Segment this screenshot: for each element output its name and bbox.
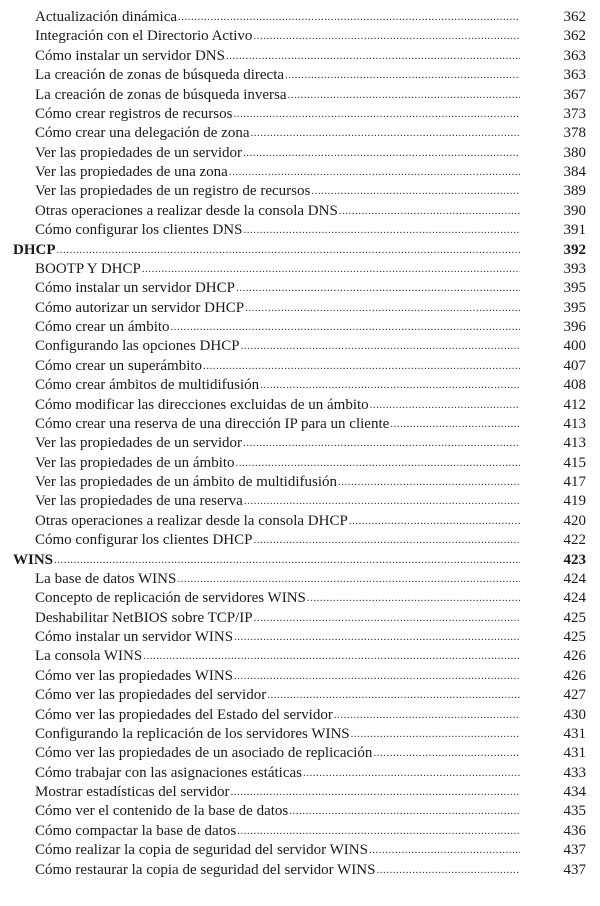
toc-page-number: 419 — [563, 493, 586, 510]
toc-page-number: 395 — [563, 299, 586, 316]
dot-leader — [370, 396, 520, 415]
toc-page-number: 436 — [563, 822, 586, 839]
toc-title-line — [35, 706, 520, 725]
toc-entry-title: Concepto de replicación de servidores WINS — [35, 590, 306, 607]
toc-entry-title: Cómo crear una reserva de una dirección IP para un cliente — [35, 415, 390, 432]
toc-entry — [0, 8, 600, 27]
toc-entry-title: Cómo crear un superámbito — [35, 357, 203, 374]
toc-entry-title: BOOTP Y DHCP — [35, 260, 141, 277]
toc-entry-title: Cómo autorizar un servidor DHCP — [35, 299, 245, 316]
toc-page-number: 363 — [563, 47, 586, 64]
toc-title-line — [35, 783, 520, 802]
toc-page-number: 389 — [563, 183, 586, 200]
dot-leader — [243, 221, 520, 240]
toc-page-number: 431 — [563, 745, 586, 762]
toc-entry-title: Cómo restaurar la copia de seguridad del servidor WINS — [35, 861, 376, 878]
toc-page-number: 426 — [563, 667, 586, 684]
toc-entry-title: Actualización dinámica — [35, 9, 178, 25]
toc-entry-title: Cómo realizar la copia de seguridad del servidor WINS — [35, 842, 368, 859]
toc-entry — [0, 221, 600, 240]
dot-leader — [241, 337, 520, 356]
toc-page-number: 427 — [563, 687, 586, 704]
toc-page-number: 413 — [563, 415, 586, 432]
dot-leader — [243, 144, 520, 163]
toc-page-number: 391 — [563, 222, 586, 239]
toc-title-line — [35, 531, 520, 550]
toc-entry-title: DHCP — [13, 241, 56, 258]
toc-page-number: 363 — [563, 67, 586, 84]
toc-title-line — [35, 454, 520, 473]
toc-entry — [0, 706, 600, 725]
toc-page-number: 420 — [563, 512, 586, 529]
toc-entry — [0, 822, 600, 841]
toc-title-line — [35, 279, 520, 298]
toc-entry-title: La creación de zonas de búsqueda inversa — [35, 86, 287, 103]
toc-entry — [0, 124, 600, 143]
toc-entry-title: Ver las propiedades de un servidor — [35, 144, 243, 161]
dot-leader — [171, 318, 520, 337]
toc-title-line — [35, 221, 520, 240]
toc-entry — [0, 589, 600, 608]
toc-entry — [0, 396, 600, 415]
toc-entry-title: Mostrar estadísticas del servidor — [35, 784, 230, 800]
toc-page-number: 362 — [563, 9, 586, 25]
toc-entry-title: Cómo trabajar con las asignaciones estáticas — [35, 764, 302, 781]
dot-leader — [233, 105, 520, 124]
toc-page-number: 423 — [563, 551, 586, 568]
toc-entry-title: Cómo modificar las direcciones excluidas de un ámbito — [35, 396, 369, 413]
toc-entry-title: Deshabilitar NetBIOS sobre TCP/IP — [35, 609, 253, 626]
dot-leader — [390, 415, 520, 434]
toc-entry — [0, 144, 600, 163]
toc-entry — [0, 337, 600, 356]
dot-leader — [307, 589, 520, 608]
dot-leader — [376, 861, 520, 880]
toc-title-line — [35, 686, 520, 705]
toc-entry-title: Cómo compactar la base de datos — [35, 822, 237, 839]
toc-section-heading — [0, 551, 600, 570]
toc-entry-title: Ver las propiedades de una reserva — [35, 493, 243, 510]
toc-title-line — [35, 802, 520, 821]
toc-entry — [0, 357, 600, 376]
toc-entry-title: Cómo crear un ámbito — [35, 319, 170, 335]
toc-page-number: 412 — [563, 396, 586, 413]
toc-title-line — [13, 551, 520, 570]
toc-entry — [0, 686, 600, 705]
toc-entry-title: Cómo configurar los clientes DNS — [35, 222, 243, 239]
toc-title-line — [35, 861, 520, 880]
toc-page-number: 435 — [563, 803, 586, 820]
dot-leader — [311, 182, 520, 201]
dot-leader — [369, 841, 520, 860]
toc-page-number: 400 — [563, 338, 586, 355]
dot-leader — [177, 570, 520, 589]
dot-leader — [303, 764, 520, 783]
toc-page-number: 437 — [563, 861, 586, 878]
toc-page-number: 378 — [563, 125, 586, 142]
toc-title-line — [35, 647, 520, 666]
toc-entry — [0, 473, 600, 492]
toc-page-number: 390 — [563, 202, 586, 219]
toc-entry — [0, 27, 600, 46]
toc-title-line — [13, 241, 520, 260]
toc-entry-title: Ver las propiedades de una zona — [35, 164, 228, 180]
toc-page-number: 396 — [563, 319, 586, 335]
dot-leader — [373, 744, 520, 763]
toc-page-number: 380 — [563, 144, 586, 161]
toc-entry-title: Otras operaciones a realizar desde la consola DHCP — [35, 512, 348, 529]
toc-entry — [0, 260, 600, 279]
toc-title-line — [35, 434, 520, 453]
toc-title-line — [35, 260, 520, 279]
toc-title-line — [35, 744, 520, 763]
toc-page-number: 413 — [563, 435, 586, 452]
toc-entry — [0, 764, 600, 783]
toc-entry — [0, 783, 600, 802]
toc-entry-title: Integración con el Directorio Activo — [35, 28, 253, 45]
toc-page-number: 373 — [563, 105, 586, 122]
toc-entry — [0, 279, 600, 298]
toc-title-line — [35, 473, 520, 492]
toc-entry — [0, 376, 600, 395]
dot-leader — [267, 686, 520, 705]
toc-entry — [0, 570, 600, 589]
dot-leader — [234, 628, 520, 647]
toc-entry — [0, 609, 600, 628]
dot-leader — [243, 434, 520, 453]
toc-title-line — [35, 725, 520, 744]
toc-page-number: 430 — [563, 706, 586, 723]
dot-leader — [203, 357, 520, 376]
toc-title-line — [35, 357, 520, 376]
toc-title-line — [35, 182, 520, 201]
toc-entry-title: Cómo ver el contenido de la base de datos — [35, 803, 289, 820]
dot-leader — [289, 802, 520, 821]
toc-page-number: 415 — [563, 454, 586, 471]
toc-entry-title: WINS — [13, 551, 54, 568]
toc-title-line — [35, 376, 520, 395]
dot-leader — [54, 551, 520, 570]
toc-title-line — [35, 628, 520, 647]
toc-title-line — [35, 841, 520, 860]
dot-leader — [178, 8, 520, 27]
toc-page-number: 407 — [563, 357, 586, 374]
dot-leader — [285, 66, 520, 85]
toc-entry — [0, 86, 600, 105]
toc-entry — [0, 66, 600, 85]
toc-entry — [0, 318, 600, 337]
toc-title-line — [35, 202, 520, 221]
dot-leader — [260, 376, 520, 395]
dot-leader — [254, 609, 520, 628]
dot-leader — [250, 124, 520, 143]
toc-page-number: 395 — [563, 280, 586, 297]
toc-title-line — [35, 299, 520, 318]
dot-leader — [57, 241, 521, 260]
dot-leader — [226, 47, 520, 66]
toc-entry-title: Cómo crear registros de recursos — [35, 105, 233, 122]
toc-entry — [0, 725, 600, 744]
toc-title-line — [35, 609, 520, 628]
toc-page-number: 424 — [563, 590, 586, 607]
toc-page-number: 422 — [563, 532, 586, 549]
toc-page-number: 425 — [563, 629, 586, 645]
dot-leader — [351, 725, 520, 744]
toc-page-number: 433 — [563, 764, 586, 781]
toc-entry — [0, 667, 600, 686]
toc-entry — [0, 744, 600, 763]
toc-entry — [0, 434, 600, 453]
toc-title-line — [35, 667, 520, 686]
dot-leader — [244, 492, 520, 511]
toc-section-heading — [0, 241, 600, 260]
toc-title-line — [35, 86, 520, 105]
toc-entry — [0, 182, 600, 201]
toc-entry — [0, 628, 600, 647]
toc-entry-title: Configurando las opciones DHCP — [35, 338, 240, 355]
toc-page-number: 426 — [563, 648, 586, 665]
toc-page-number: 384 — [563, 164, 586, 180]
toc-entry — [0, 531, 600, 550]
toc-title-line — [35, 570, 520, 589]
toc-page-number: 392 — [563, 241, 586, 258]
toc-entry-title: Cómo crear ámbitos de multidifusión — [35, 377, 260, 394]
toc-entry-title: La creación de zonas de búsqueda directa — [35, 67, 285, 84]
toc-title-line — [35, 337, 520, 356]
dot-leader — [231, 783, 520, 802]
dot-leader — [288, 86, 520, 105]
toc-title-line — [35, 144, 520, 163]
toc-title-line — [35, 124, 520, 143]
dot-leader — [334, 706, 520, 725]
toc-title-line — [35, 163, 520, 182]
toc-page-number: 362 — [563, 28, 586, 45]
toc-title-line — [35, 512, 520, 531]
dot-leader — [236, 279, 520, 298]
toc-title-line — [35, 589, 520, 608]
toc-entry-title: Configurando la replicación de los servidores WINS — [35, 725, 350, 742]
toc-title-line — [35, 47, 520, 66]
toc-entry — [0, 454, 600, 473]
toc-entry-title: Ver las propiedades de un ámbito de multidifusión — [35, 474, 338, 490]
toc-entry-title: La base de datos WINS — [35, 570, 177, 587]
toc-title-line — [35, 764, 520, 783]
toc-entry — [0, 647, 600, 666]
toc-entry — [0, 299, 600, 318]
toc-page-number: 408 — [563, 377, 586, 394]
dot-leader — [338, 473, 520, 492]
toc-title-line — [35, 105, 520, 124]
toc-entry — [0, 105, 600, 124]
toc-title-line — [35, 8, 520, 27]
dot-leader — [339, 202, 520, 221]
dot-leader — [234, 667, 520, 686]
dot-leader — [229, 163, 520, 182]
toc-page-number: 434 — [563, 784, 586, 800]
toc-entry — [0, 841, 600, 860]
toc-page-number: 431 — [563, 725, 586, 742]
toc-entry-title: Otras operaciones a realizar desde la consola DNS — [35, 202, 338, 219]
dot-leader — [236, 454, 520, 473]
table-of-contents — [0, 8, 600, 880]
toc-entry-title: Cómo instalar un servidor DNS — [35, 47, 225, 64]
dot-leader — [237, 822, 520, 841]
toc-entry — [0, 202, 600, 221]
toc-entry-title: Cómo ver las propiedades del Estado del servidor — [35, 706, 333, 723]
dot-leader — [253, 531, 520, 550]
toc-title-line — [35, 822, 520, 841]
toc-entry-title: Cómo ver las propiedades WINS — [35, 667, 234, 684]
toc-entry-title: Cómo configurar los clientes DHCP — [35, 532, 253, 549]
toc-entry-title: Ver las propiedades de un servidor — [35, 435, 243, 452]
toc-entry-title: Ver las propiedades de un registro de recursos — [35, 183, 311, 200]
toc-entry-title: Cómo ver las propiedades del servidor — [35, 687, 267, 704]
toc-entry-title: Cómo ver las propiedades de un asociado de replicación — [35, 745, 373, 762]
toc-entry-title: Cómo instalar un servidor WINS — [35, 629, 234, 645]
dot-leader — [142, 260, 520, 279]
toc-title-line — [35, 66, 520, 85]
toc-entry-title: Ver las propiedades de un ámbito — [35, 454, 235, 471]
toc-entry — [0, 492, 600, 511]
toc-title-line — [35, 318, 520, 337]
toc-entry — [0, 163, 600, 182]
toc-entry-title: Cómo instalar un servidor DHCP — [35, 280, 235, 297]
dot-leader — [349, 512, 520, 531]
toc-entry-title: Cómo crear una delegación de zona — [35, 125, 250, 142]
toc-page-number: 417 — [563, 474, 586, 490]
toc-entry-title: La consola WINS — [35, 648, 143, 665]
toc-entry — [0, 802, 600, 821]
toc-title-line — [35, 396, 520, 415]
toc-page-number: 393 — [563, 260, 586, 277]
toc-title-line — [35, 27, 520, 46]
dot-leader — [143, 647, 520, 666]
toc-entry — [0, 47, 600, 66]
toc-page-number: 367 — [563, 86, 586, 103]
toc-page-number: 425 — [563, 609, 586, 626]
toc-page-number: 437 — [563, 842, 586, 859]
toc-entry — [0, 512, 600, 531]
dot-leader — [245, 299, 520, 318]
toc-entry — [0, 415, 600, 434]
toc-title-line — [35, 492, 520, 511]
toc-title-line — [35, 415, 520, 434]
toc-entry — [0, 861, 600, 880]
toc-page-number: 424 — [563, 570, 586, 587]
dot-leader — [253, 27, 520, 46]
